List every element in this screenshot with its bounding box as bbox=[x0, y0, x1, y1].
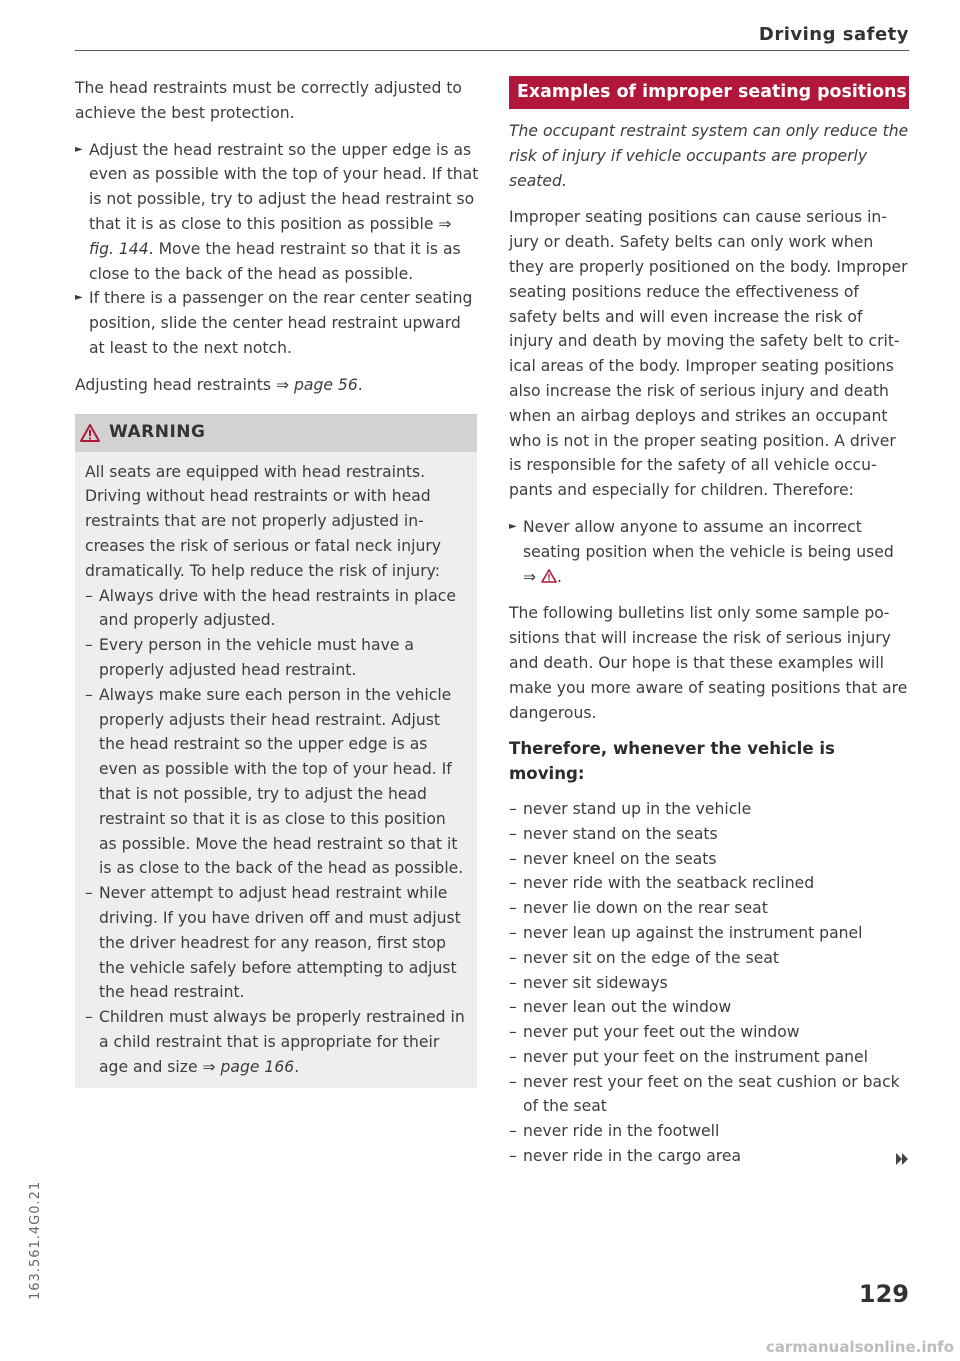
warning-body bbox=[75, 452, 477, 1089]
warning-box bbox=[75, 414, 477, 1089]
section-intro: The occupant restraint system can only reduce the risk of injury if vehicle occupants are properly seated. bbox=[509, 122, 909, 190]
adjusting-reference: Adjusting head restraints ⇒ page 56. bbox=[75, 375, 363, 394]
moving-subheading: Therefore, whenever the vehicle is moving: bbox=[509, 739, 835, 784]
list-item: – never sit sideways bbox=[509, 973, 668, 992]
bullet-triangle-icon: ► bbox=[75, 143, 83, 155]
warning-item: – Always make sure each person in the vehicle properly adjusts their head restraint. Adjust the head restraint so the upper edge is as even as possible with the top of your head. If that is not possible, try to adjust the head restraint so that it is as close to this position as possible. Move the head restraint so that it is as close to the back of the head as possible. bbox=[85, 685, 464, 878]
bullet-never-allow: ► Never allow anyone to assume an incorrect seating position when the vehicle is being used ⇒ . bbox=[509, 515, 909, 589]
warning-item: – Every person in the vehicle must have a properly adjusted head restraint. bbox=[85, 636, 414, 679]
page-56-link[interactable]: ⇒ page 56 bbox=[275, 375, 358, 394]
list-item: – never sit on the edge of the seat bbox=[509, 948, 779, 967]
list-item: – never put your feet out the window bbox=[509, 1023, 800, 1042]
warning-item: – Never attempt to adjust head restraint while driving. If you have driven off and must adjust the driver headrest for any reason, first stop the vehicle safely before attempting to adjust the head restraint. bbox=[85, 884, 461, 1002]
section-title: Examples of improper seating positions bbox=[509, 76, 909, 109]
warning-title: WARNING bbox=[109, 422, 206, 443]
list-item: – never lean up against the instrument panel bbox=[509, 923, 863, 942]
warning-item: – Always drive with the head restraints in place and properly adjusted. bbox=[85, 586, 456, 630]
bullet-adjust-restraint: ► Adjust the head restraint so the upper edge is as even as possible with the top of your head. If that is not possible, try to adjust the head restraint so that it is as close to this position as possible ⇒ fig. 144. Move the head restraint so that it is as close to the back of the head as possible. bbox=[75, 138, 479, 287]
list-item: – never lie down on the rear seat bbox=[509, 899, 768, 918]
list-item: – never ride in the footwell bbox=[509, 1122, 720, 1141]
list-item: – never rest your feet on the seat cushion or back of the seat bbox=[509, 1072, 900, 1116]
list-item: – never ride with the seatback reclined bbox=[509, 874, 815, 893]
bullet-center-restraint: ► If there is a passenger on the rear center seating position, slide the center head restraint upward at least to the next notch. bbox=[75, 286, 479, 360]
list-item: – never put your feet on the instrument panel bbox=[509, 1047, 868, 1066]
watermark: carmanualsonline.info bbox=[765, 1338, 954, 1356]
list-item: – never stand on the seats bbox=[509, 824, 718, 843]
bullet-triangle-icon: ► bbox=[509, 520, 517, 532]
fig-144-link[interactable]: ⇒ fig. 144 bbox=[89, 214, 452, 258]
improper-seating-paragraph: Improper seating positions can cause serious injury or death. Safety belts can only work when they are properly positioned on the body. Improper seating positions reduce the effectiveness of safety belts and will even increase the risk of injury and death by moving the safety belt to critical areas of the body. Improper seating positions also increase the risk of serious injury and death when an airbag deploys and strikes an occupant who is not in the proper seating position. A driver is responsible for the safety of all vehicle occupants and especially for children. Therefore: bbox=[509, 208, 908, 500]
head-restraint-intro: The head restraints must be correctly adjusted to achieve the best protection. bbox=[75, 79, 462, 122]
list-item: – never kneel on the seats bbox=[509, 849, 717, 868]
list-item: – never ride in the cargo area bbox=[509, 1147, 742, 1166]
never-list bbox=[509, 797, 909, 1169]
right-column bbox=[509, 76, 909, 1169]
sample-positions-paragraph: The following bulletins list only some sample positions that will increase the risk of serious injury and death. Our hope is that these examples will make you more aware of seating positions that are dangerous. bbox=[509, 604, 908, 722]
list-item: – never lean out the window bbox=[509, 998, 732, 1017]
warning-item: – Children must always be properly restrained in a child restraint that is appropriate for their age and size ⇒ page 166. bbox=[85, 1008, 465, 1076]
page-166-link[interactable]: ⇒ page 166 bbox=[202, 1057, 295, 1076]
left-column bbox=[75, 76, 479, 1088]
bullet-triangle-icon: ► bbox=[75, 292, 83, 304]
page-number: 129 bbox=[858, 1280, 909, 1308]
continue-arrow-icon bbox=[895, 1152, 909, 1166]
header-rule bbox=[75, 50, 909, 51]
warning-reference-link[interactable]: ⇒ bbox=[523, 568, 557, 586]
warning-text: All seats are equipped with head restraints. Driving without head restraints or with head restraints that are not properly adjusted increases the risk of serious or fatal neck injury dramatically. To help reduce the risk of injury: bbox=[85, 462, 441, 580]
warning-triangle-icon bbox=[79, 423, 101, 443]
list-item: – never stand up in the vehicle bbox=[509, 799, 752, 818]
document-code: 163.561.4G0.21 bbox=[28, 1180, 43, 1300]
warning-triangle-icon bbox=[541, 569, 557, 583]
warning-header bbox=[75, 414, 477, 452]
running-header: Driving safety bbox=[758, 24, 909, 45]
